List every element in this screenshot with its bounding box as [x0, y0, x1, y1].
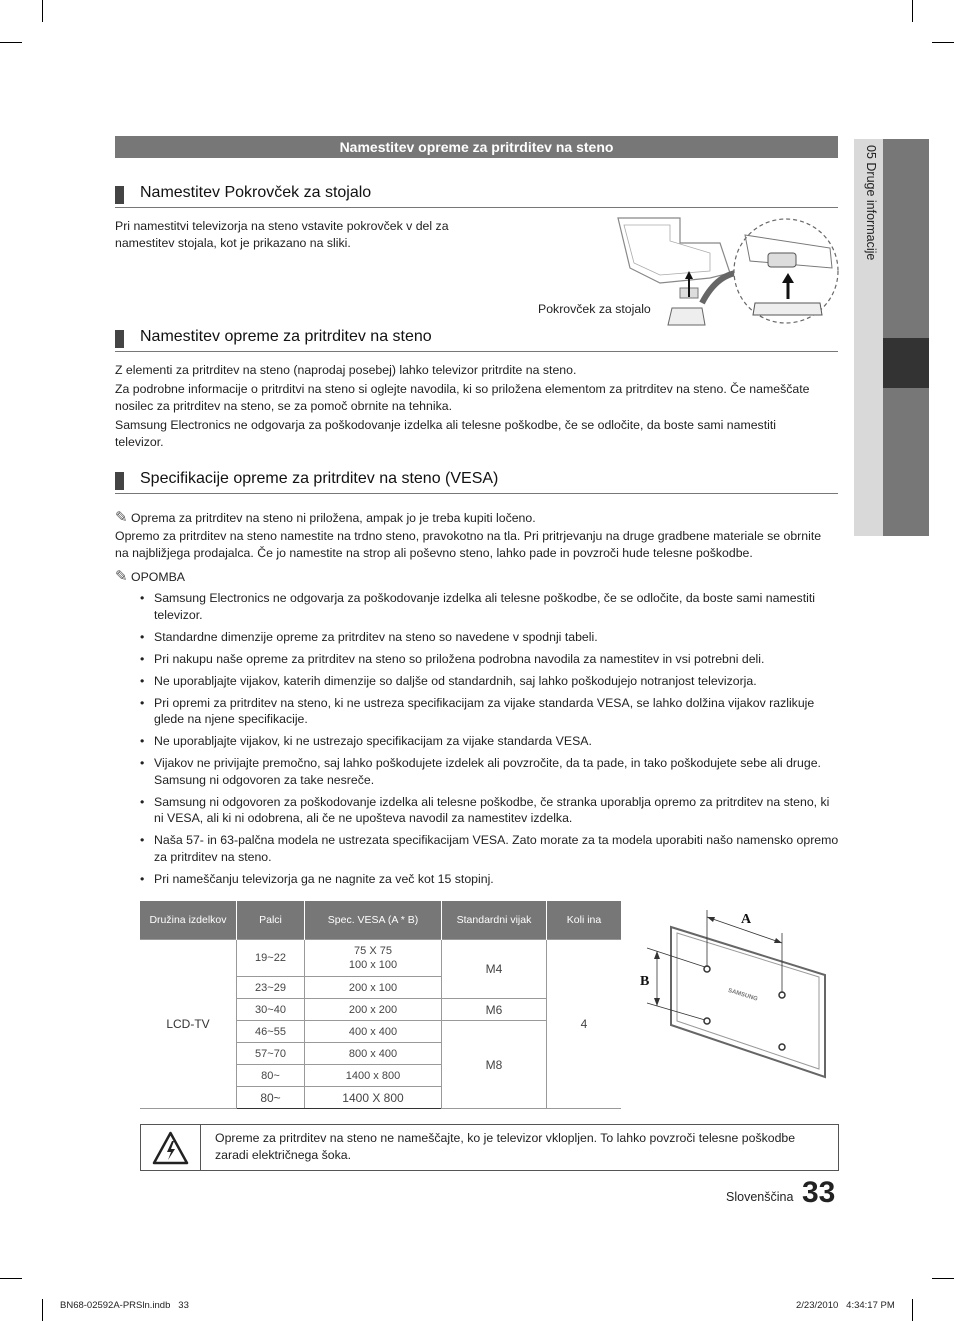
pencil-note-icon: ✎: [115, 509, 128, 526]
stand-cover-caption: Pokrovček za stojalo: [538, 302, 651, 316]
footer-language: Slovenščina: [726, 1190, 794, 1204]
table-cell-screw: M6: [442, 999, 547, 1021]
note-bullet-list: [140, 590, 840, 893]
table-row: [140, 940, 621, 977]
crop-mark: [912, 0, 913, 22]
brand-logo-text: SAMSUNG: [727, 987, 759, 1003]
table-cell: 19~22: [237, 940, 305, 977]
list-item: • Ne uporabljajte vijakov, ki ne ustrezajo specifikacijam za vijake standarda VESA.: [140, 733, 840, 750]
note-text: Oprema za pritrditev na steno ni priložena, ampak jo je treba kupiti ločeno.: [131, 511, 536, 525]
heading-text: Namestitev Pokrovček za stojalo: [140, 184, 372, 201]
table-cell-quantity: 4: [547, 940, 622, 1109]
pencil-note-icon: ✎: [115, 568, 128, 585]
crop-mark: [932, 42, 954, 43]
table-cell: 800 x 400: [305, 1043, 442, 1065]
page-banner: Namestitev opreme za pritrditev na steno: [115, 136, 838, 158]
table-cell: 400 x 400: [305, 1021, 442, 1043]
table-header: Standardni vijak: [442, 901, 547, 940]
table-cell: 1400 X 800: [305, 1087, 442, 1109]
warning-icon-cell: [141, 1125, 201, 1170]
footer-date-info: 2/23/2010 4:34:17 PM: [796, 1300, 895, 1311]
electric-shock-warning-icon: [141, 1125, 200, 1170]
vesa-paragraph: Opremo za pritrditev na steno namestite na trdno steno, pravokotno na tla. Pri pritrjevanju na druge gradbene materiale se obrnite na najbližjega prodajalca. Če jo namestite na strop ali poševno steno, lahko pade in povzroči hude telesne poškodbe.: [115, 529, 822, 560]
heading-text: Namestitev opreme za pritrditev na steno: [140, 328, 432, 345]
table-cell-screw: M8: [442, 1021, 547, 1109]
page-number: 33: [802, 1176, 836, 1209]
crop-mark: [912, 1299, 913, 1321]
table-header: Družina izdelkov: [140, 901, 237, 940]
list-item: • Ne uporabljajte vijakov, katerih dimenzije so daljše od standardnih, saj lahko poškodujejo notranjost televizorja.: [140, 673, 840, 690]
table-cell: 80~: [237, 1065, 305, 1087]
table-header: Koli ina: [547, 901, 622, 940]
warning-box: [140, 1124, 839, 1171]
list-item: • Naša 57- in 63-palčna modela ne ustrezata specifikacijam VESA. Zato morate za ta modela uporabiti našo namensko opremo za pritrditev na steno.: [140, 832, 840, 865]
list-item: • Pri nakupu naše opreme za pritrditev na steno so priložena podrobna navodila za namestitev in vsi potrebni deli.: [140, 651, 840, 668]
list-item: • Samsung ni odgovoren za poškodovanje izdelka ali telesne poškodbe, če stranka uporablja opremo za pritrditev na steno, ki ni VESA, ali ki ni odobrena, ali če ne upošteva navodil za namestitev izdelka.: [140, 794, 840, 827]
table-cell: 75 X 75 100 x 100: [305, 940, 442, 977]
note-line: [115, 509, 835, 527]
footer-file-info: BN68-02592A-PRSln.indb 33: [60, 1300, 189, 1311]
table-header: Spec. VESA (A * B): [305, 901, 442, 940]
dimension-label-b: B: [640, 974, 650, 989]
wall-mount-paragraph: Samsung Electronics ne odgovarja za poškodovanje izdelka ali telesne poškodbe, če se odločite, da boste sami namestiti televizor.: [115, 418, 776, 449]
section-heading: [115, 469, 838, 494]
heading-bar: [115, 330, 124, 348]
list-item: • Pri opremi za pritrditev na steno, ki ne ustreza specifikacijam za vijake standarda VESA, se lahko dolžina vijakov razlikuje glede na njene specifikacije.: [140, 695, 840, 728]
note-label-line: [115, 568, 185, 586]
table-cell: 200 x 100: [305, 977, 442, 999]
list-item: • Pri nameščanju televizorja ga ne nagnite za več kot 15 stopinj.: [140, 871, 840, 888]
crop-mark: [42, 0, 43, 22]
table-cell: 30~40: [237, 999, 305, 1021]
table-cell: 46~55: [237, 1021, 305, 1043]
list-item: • Standardne dimenzije opreme za pritrditev na steno so navedene v spodnji tabeli.: [140, 629, 840, 646]
stand-cover-text: Pri namestitvi televizorja na steno vstavite pokrovček v del za namestitev stojala, kot je prikazano na sliki.: [115, 219, 449, 250]
table-cell: 23~29: [237, 977, 305, 999]
note-label: OPOMBA: [131, 570, 185, 584]
dimension-label-a: A: [741, 912, 752, 927]
crop-mark: [42, 1299, 43, 1321]
list-item: • Samsung Electronics ne odgovarja za poškodovanje izdelka ali telesne poškodbe, če se odločite, da boste sami namestiti televizor.: [140, 590, 840, 623]
table-cell-family: LCD-TV: [140, 940, 237, 1109]
crop-mark: [932, 1278, 954, 1279]
crop-mark: [0, 1278, 22, 1279]
vesa-spec-table: [140, 901, 621, 1109]
table-header-row: [140, 901, 621, 940]
side-tab-marker: [883, 338, 929, 388]
vesa-dimension-diagram: [635, 905, 840, 1085]
table-cell: 57~70: [237, 1043, 305, 1065]
table-cell-screw: M4: [442, 940, 547, 999]
heading-text: Specifikacije opreme za pritrditev na steno (VESA): [140, 470, 499, 487]
list-item: • Vijakov ne privijajte premočno, saj lahko poškodujete izdelek ali povzročite, da ta pade, in tako poškodujete sebe ali druge. Samsung ni odgovoren za take nesreče.: [140, 755, 840, 788]
crop-mark: [0, 42, 22, 43]
table-header: Palci: [237, 901, 305, 940]
heading-bar: [115, 472, 124, 490]
wall-mount-paragraph: Za podrobne informacije o pritrditvi na steno si oglejte navodila, ki so priložena elementom za pritrditev na steno. Če nameščate nosilec za pritrditev na steno, se za pomoč obrnite na tehnika.: [115, 382, 810, 413]
wall-mount-paragraph: Z elementi za pritrditev na steno (naprodaj posebej) lahko televizor pritrdite na steno.: [115, 363, 577, 377]
table-cell: 80~: [237, 1087, 305, 1109]
warning-text: Opreme za pritrditev na steno ne nameščajte, ko je televizor vklopljen. To lahko povzroči telesne poškodbe zaradi električnega šoka.: [215, 1131, 796, 1162]
section-heading: [115, 183, 838, 208]
table-cell: 1400 x 800: [305, 1065, 442, 1087]
heading-bar: [115, 186, 124, 204]
table-cell: 200 x 200: [305, 999, 442, 1021]
side-tab-label: 05 Druge informacije: [864, 145, 878, 261]
section-heading: [115, 327, 838, 352]
